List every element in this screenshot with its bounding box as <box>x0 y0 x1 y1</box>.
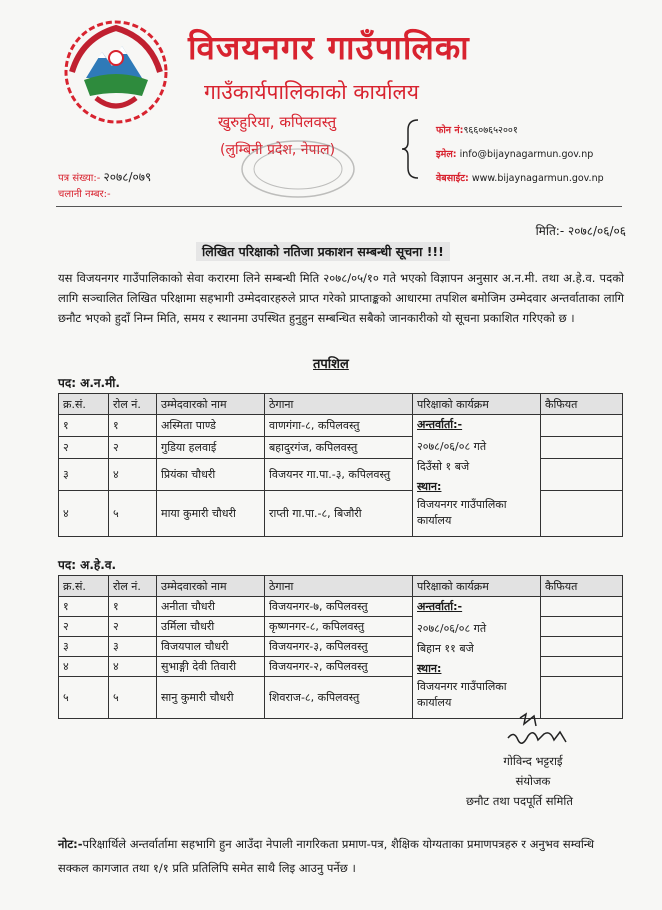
dispatch-number: चलानी नम्बर:- <box>58 189 111 200</box>
cell-remarks <box>541 637 623 657</box>
cell-name: अस्मिता पाण्डे <box>157 415 265 437</box>
notice-subject: लिखित परिक्षाको नतिजा प्रकाशन सम्बन्धी सूचना !!! <box>196 242 450 261</box>
cell-sn: ३ <box>59 637 109 657</box>
cell-address: वाणगंगा-८, कपिलवस्तु <box>265 415 413 437</box>
address-line-1: खुरुहुरिया, कपिलवस्तु <box>218 113 337 131</box>
phone-label: फोन नं: <box>436 125 464 136</box>
brace-icon <box>400 118 422 180</box>
cell-roll: ३ <box>109 637 157 657</box>
signatory-name: गोविन्द भट्टराई <box>503 754 563 768</box>
cell-roll: ५ <box>109 491 157 537</box>
notice-body: यस विजयनगर गाउँपालिकाको सेवा करारमा लिने सम्बन्धी मिति २०७८/०५/१० गते भएको विज्ञापन अनुसार अ.न.मी. तथा अ.हे.व. पदको लागि सञ्चालित लिखित परिक्षामा सहभागी उम्मेदवारहरुले प्राप्त गरेको प्राप्ताङ्कको आधारमा तपशिल बमोजिम उम्मेदवार अन्तर्वाताका लागि छनौट भएको हुदाँ निम्न मिति, समय र स्थानमा उपस्थित हुनुहुन सम्बन्धित सबैको जानकारीको यो सूचना प्रकाशित गरिएको छ । <box>58 271 624 325</box>
table-header-row <box>59 576 623 597</box>
reference-number <box>58 168 151 185</box>
cell-roll: १ <box>109 415 157 437</box>
col-remarks: कैफियत <box>541 394 623 415</box>
cell-address: बहादुरगंज, कपिलवस्तु <box>265 437 413 459</box>
program-cell <box>413 415 541 537</box>
cell-roll: १ <box>109 597 157 617</box>
interview-date: २०७८/०६/०८ गते <box>417 440 487 453</box>
cell-address: विजयनगर-२, कपिलवस्तु <box>265 657 413 677</box>
nepal-emblem-logo <box>62 18 170 126</box>
office-stamp-icon <box>238 138 358 200</box>
col-address: ठेगाना <box>265 394 413 415</box>
ahw-results-table <box>58 575 623 719</box>
col-sn: क्र.सं. <box>59 576 109 597</box>
cell-remarks <box>541 617 623 637</box>
table-row <box>59 415 623 437</box>
email-line <box>436 147 593 160</box>
address-line-2: (लुम्बिनी प्रदेश, नेपाल) <box>220 142 336 158</box>
header-divider <box>56 206 622 207</box>
email-value[interactable]: info@bijaynagarmun.gov.np <box>459 149 594 160</box>
cell-address: राप्ती गा.पा.-८, बिजौरी <box>265 491 413 537</box>
cell-roll: ५ <box>109 677 157 719</box>
signatory-role: संयोजक <box>515 774 551 788</box>
col-remarks: कैफियत <box>541 576 623 597</box>
cell-name: अनीता चौधरी <box>157 597 265 617</box>
signatory-committee: छनौट तथा पदपूर्ति समिति <box>466 794 573 808</box>
cell-name: प्रियंका चौधरी <box>157 459 265 491</box>
cell-remarks <box>541 459 623 491</box>
website-label: वेबसाईट: <box>436 173 469 184</box>
col-address: ठेगाना <box>265 576 413 597</box>
cell-sn: ४ <box>59 491 109 537</box>
cell-remarks <box>541 657 623 677</box>
ref-label: पत्र संख्या:- <box>58 173 101 184</box>
note-text: परिक्षार्थिले अन्तर्वार्तामा सहभागि हुन आउँदा नेपाली नागरिकता प्रमाण-पत्र, शैक्षिक योग्यताका प्रमाणपत्रहरु र अनुभव सम्वन्धि सक्कल कागजात तथा १/१ प्रति प्रतिलिपि समेत साथै लिइ आउनु पर्नेछ । <box>58 837 595 875</box>
post-anm-label: पद: अ.न.मी. <box>58 376 120 390</box>
col-roll: रोल नं. <box>109 576 157 597</box>
cell-address: कृष्णनगर-८, कपिलवस्तु <box>265 617 413 637</box>
cell-sn: २ <box>59 617 109 637</box>
handwritten-signature <box>500 712 572 752</box>
website-value[interactable]: www.bijaynagarmun.gov.np <box>471 173 604 184</box>
cell-remarks <box>541 437 623 459</box>
cell-sn: ४ <box>59 657 109 677</box>
cell-roll: ४ <box>109 657 157 677</box>
cell-address: शिवराज-८, कपिलवस्तु <box>265 677 413 719</box>
col-program: परिक्षाको कार्यक्रम <box>413 394 541 415</box>
place-label: स्थान: <box>417 480 442 493</box>
anm-results-table <box>58 393 623 537</box>
col-name: उम्मेदवारको नाम <box>157 576 265 597</box>
cell-sn: १ <box>59 597 109 617</box>
cell-address: विजयनर गा.पा.-३, कपिलवस्तु <box>265 459 413 491</box>
interview-place: विजयनगर गाउँपालिका कार्यालय <box>417 680 507 709</box>
table-row <box>59 597 623 617</box>
interview-date: २०७८/०६/०८ गते <box>417 622 487 635</box>
place-label: स्थान: <box>417 662 442 675</box>
cell-roll: ४ <box>109 459 157 491</box>
footer-note <box>58 832 624 880</box>
office-subtitle: गाउँकार्यपालिकाको कार्यालय <box>204 80 419 104</box>
cell-sn: १ <box>59 415 109 437</box>
details-heading: तपशिल <box>313 357 349 372</box>
email-label: इमेल: <box>436 149 457 160</box>
cell-roll: २ <box>109 437 157 459</box>
interview-label: अन्तर्वार्ता:- <box>417 418 463 431</box>
cell-sn: २ <box>59 437 109 459</box>
website-line <box>436 171 604 184</box>
cell-name: सुभाङ्गी देवी तिवारी <box>157 657 265 677</box>
col-roll: रोल नं. <box>109 394 157 415</box>
ref-value: २०७८/०७९ <box>103 170 152 184</box>
cell-name: माया कुमारी चौधरी <box>157 491 265 537</box>
cell-remarks <box>541 491 623 537</box>
col-name: उम्मेदवारको नाम <box>157 394 265 415</box>
table-header-row <box>59 394 623 415</box>
phone-line <box>436 123 518 136</box>
col-sn: क्र.सं. <box>59 394 109 415</box>
municipality-title: विजयनगर गाउँपालिका <box>188 28 470 67</box>
cell-remarks <box>541 597 623 617</box>
interview-time: दिउँसो १ बजे <box>417 460 470 473</box>
program-cell <box>413 597 541 719</box>
notice-date: मिति:- २०७८/०६/०६ <box>535 224 626 238</box>
cell-roll: २ <box>109 617 157 637</box>
interview-time: बिहान ११ बजे <box>417 642 474 655</box>
cell-address: विजयनगर-७, कपिलवस्तु <box>265 597 413 617</box>
post-ahw-label: पद: अ.हे.व. <box>58 558 117 572</box>
cell-name: उर्मिला चौधरी <box>157 617 265 637</box>
interview-label: अन्तर्वार्ता:- <box>417 600 463 613</box>
cell-name: सानु कुमारी चौधरी <box>157 677 265 719</box>
cell-name: विजयपाल चौधरी <box>157 637 265 657</box>
cell-sn: ३ <box>59 459 109 491</box>
note-label: नोट:- <box>58 837 83 851</box>
cell-remarks <box>541 415 623 437</box>
phone-value: ९६६०७६५२००१ <box>463 125 518 136</box>
cell-address: विजयनगर-३, कपिलवस्तु <box>265 637 413 657</box>
interview-place: विजयनगर गाउँपालिका कार्यालय <box>417 498 507 527</box>
cell-name: गुडिया हलवाई <box>157 437 265 459</box>
col-program: परिक्षाको कार्यक्रम <box>413 576 541 597</box>
cell-sn: ५ <box>59 677 109 719</box>
